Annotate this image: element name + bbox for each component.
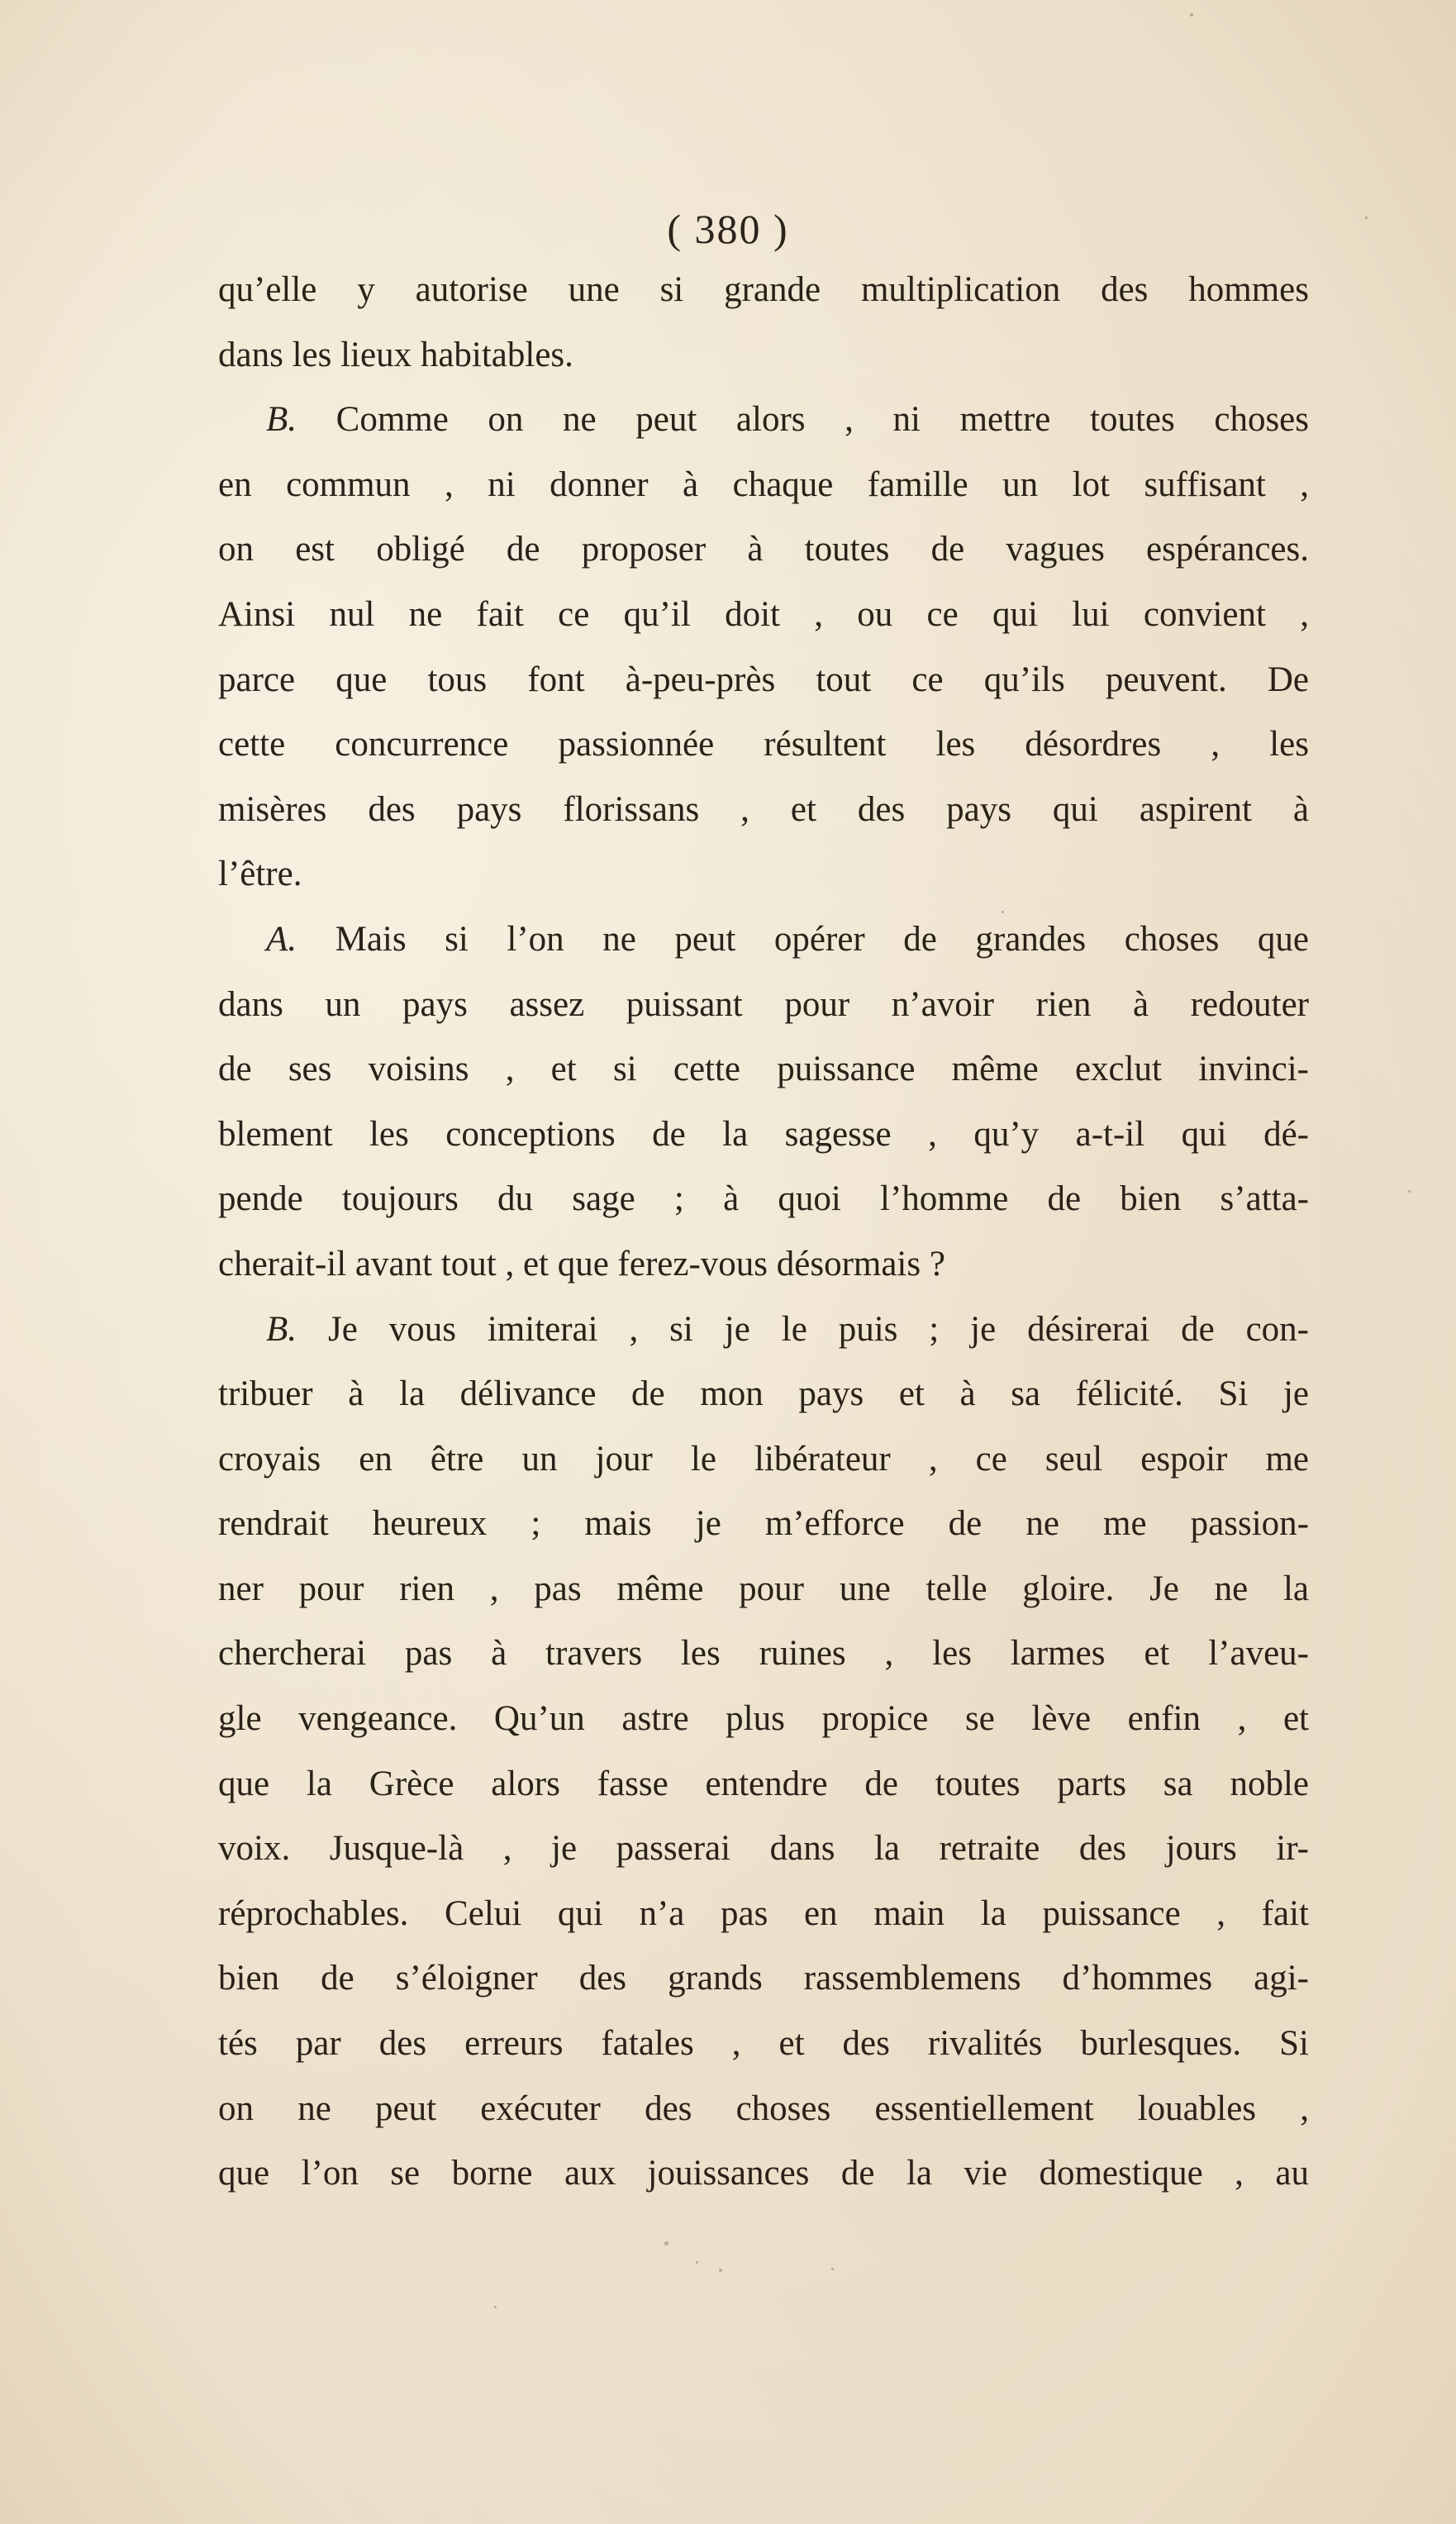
paper-speck <box>1408 1190 1411 1193</box>
line-text: Mais si l’on ne peut opérer de grandes choses que <box>297 919 1309 959</box>
text-line <box>218 1102 1309 1168</box>
paper-speck <box>494 2306 497 2308</box>
text-line <box>218 1622 1309 1687</box>
text-line <box>218 2141 1309 2207</box>
line-text: Ainsi nul ne fait ce qu’il doit , ou ce qui lui convient , <box>218 594 1309 634</box>
paper-speck <box>719 2269 722 2272</box>
line-text: cherait-il avant tout , et que ferez-vous désormais ? <box>218 1244 945 1283</box>
speaker-label: B. <box>266 1309 297 1349</box>
line-text: l’être. <box>218 855 302 894</box>
text-line <box>218 1298 1309 1363</box>
body-text <box>218 258 1309 2207</box>
line-text: chercherai pas à travers les ruines , les larmes et l’aveu- <box>218 1634 1309 1674</box>
text-line <box>218 1817 1309 1882</box>
text-line <box>218 1427 1309 1493</box>
line-text: de ses voisins , et si cette puissance même exclut invinci- <box>218 1050 1309 1089</box>
line-text: dans les lieux habitables. <box>218 335 573 374</box>
text-line <box>218 973 1309 1038</box>
text-line <box>218 648 1309 713</box>
line-text: rendrait heureux ; mais je m’efforce de ne me passion- <box>218 1504 1309 1544</box>
line-text: que l’on se borne aux jouissances de la vie domestique , au <box>218 2154 1309 2193</box>
line-text: gle vengeance. Qu’un astre plus propice se lève enfin , et <box>218 1699 1309 1739</box>
line-text: misères des pays florissans , et des pays qui aspirent à <box>218 789 1309 829</box>
speaker-label: B. <box>266 400 297 440</box>
line-text: croyais en être un jour le libérateur , ce seul espoir me <box>218 1439 1309 1479</box>
line-text: en commun , ni donner à chaque famille un lot suffisant , <box>218 464 1309 504</box>
line-text: blement les conceptions de la sagesse , qu’y a-t-il qui dé- <box>218 1114 1309 1154</box>
text-line <box>218 517 1309 583</box>
line-text: voix. Jusque-là , je passerai dans la retraite des jours ir- <box>218 1829 1309 1869</box>
text-line <box>218 2077 1309 2142</box>
text-line <box>218 2012 1309 2077</box>
text-line <box>218 842 1309 907</box>
text-line <box>218 1557 1309 1622</box>
text-line <box>218 1882 1309 1947</box>
text-line <box>218 453 1309 518</box>
paper-speck <box>1190 13 1193 17</box>
line-text: bien de s’éloigner des grands rassemblemens d’hommes agi- <box>218 1959 1309 1998</box>
text-line <box>218 712 1309 778</box>
line-text: pende toujours du sage ; à quoi l’homme de bien s’atta- <box>218 1179 1309 1219</box>
line-text: on est obligé de proposer à toutes de vagues espérances. <box>218 530 1309 569</box>
speaker-label: A. <box>266 919 297 959</box>
text-line <box>218 323 1309 388</box>
line-text: dans un pays assez puissant pour n’avoir rien à redouter <box>218 984 1309 1024</box>
line-text: ner pour rien , pas même pour une telle gloire. Je ne la <box>218 1569 1309 1608</box>
line-text: Je vous imiterai , si je le puis ; je désirerai de con- <box>297 1309 1309 1349</box>
paper-speck <box>696 2261 698 2264</box>
paper-speck <box>831 2268 834 2270</box>
text-line <box>218 1167 1309 1232</box>
line-text: parce que tous font à-peu-près tout ce qu’ils peuvent. De <box>218 660 1309 699</box>
line-text: que la Grèce alors fasse entendre de toutes parts sa noble <box>218 1764 1309 1803</box>
line-text: réprochables. Celui qui n’a pas en main la puissance , fait <box>218 1893 1309 1933</box>
line-text: qu’elle y autorise une si grande multiplication des hommes <box>218 270 1309 309</box>
text-line <box>218 1362 1309 1427</box>
text-line <box>218 583 1309 648</box>
text-line <box>218 388 1309 453</box>
paper-speck <box>664 2241 669 2245</box>
line-text: tés par des erreurs fatales , et des rivalités burlesques. Si <box>218 2024 1309 2064</box>
line-text: Comme on ne peut alors , ni mettre toutes choses <box>297 400 1309 440</box>
text-line <box>218 1037 1309 1102</box>
text-line <box>218 1492 1309 1557</box>
text-line <box>218 907 1309 973</box>
text-line <box>218 258 1309 323</box>
text-line <box>218 1752 1309 1817</box>
text-line <box>218 1232 1309 1298</box>
line-text: on ne peut exécuter des choses essentiellement louables , <box>218 2088 1309 2128</box>
line-text: cette concurrence passionnée résultent les désordres , les <box>218 725 1309 764</box>
page-number: ( 380 ) <box>667 206 789 252</box>
text-line <box>218 778 1309 843</box>
text-line <box>218 1687 1309 1752</box>
text-line <box>218 1946 1309 2012</box>
line-text: tribuer à la délivance de mon pays et à sa félicité. Si je <box>218 1374 1309 1414</box>
